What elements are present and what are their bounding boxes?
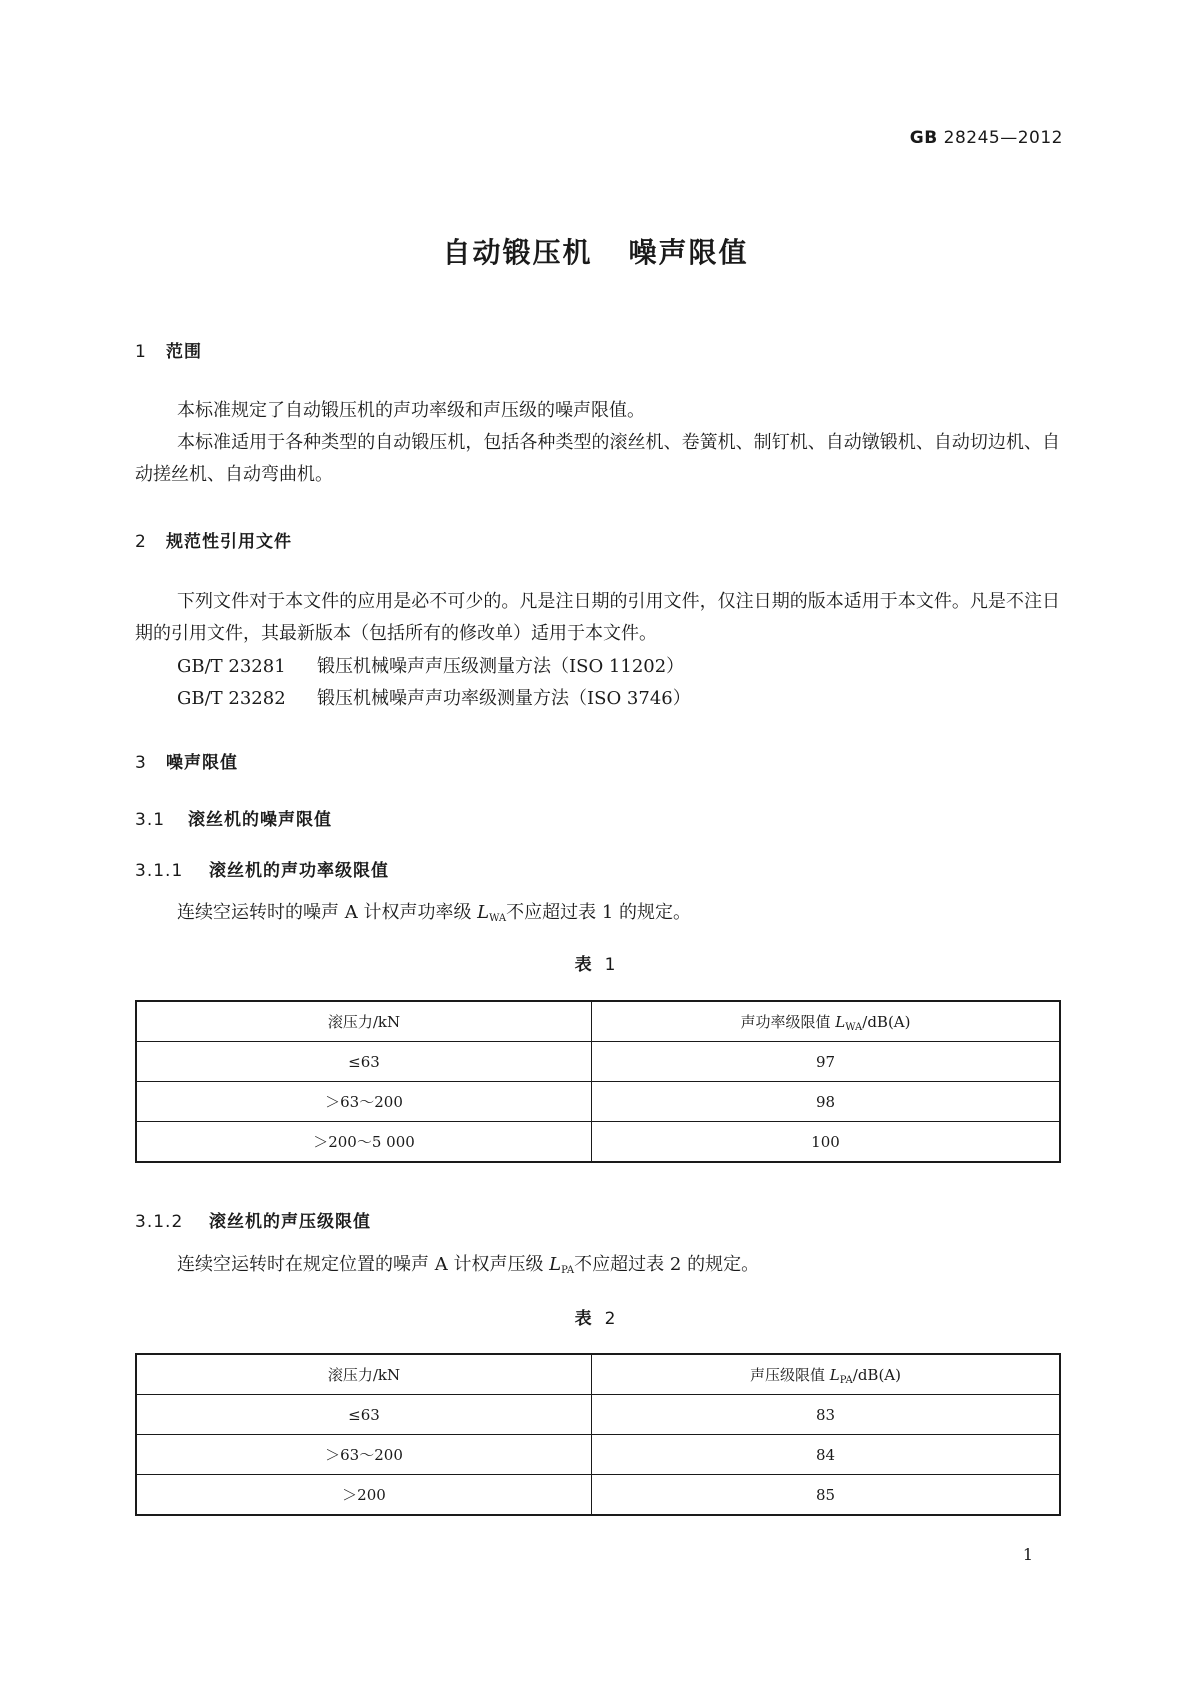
- section-1-paragraph-1: 本标准规定了自动锻压机的声功率级和声压级的噪声限值。: [177, 400, 645, 421]
- limit-cell: 97: [592, 1042, 1061, 1082]
- column-header: 滚压力/kN: [136, 1354, 592, 1395]
- document-title: [0, 231, 1191, 271]
- table-row: [136, 1082, 1060, 1122]
- section-number: 3: [135, 753, 147, 773]
- standard-prefix: GB: [909, 128, 938, 148]
- reference-title: 锻压机械噪声声功率级测量方法（ISO 3746）: [317, 688, 691, 709]
- section-2-paragraph: 下列文件对于本文件的应用是必不可少的。凡是注日期的引用文件，仅注日期的版本适用于本文件。凡是不注日期的引用文件，其最新版本（包括所有的修改单）适用于本文件。: [135, 591, 1060, 644]
- limit-cell: 84: [592, 1435, 1061, 1475]
- table-row: [136, 1042, 1060, 1082]
- section-number: 3.1.2: [135, 1212, 184, 1232]
- limit-cell: 98: [592, 1082, 1061, 1122]
- limit-cell: 100: [592, 1122, 1061, 1163]
- section-1-paragraph-2: 本标准适用于各种类型的自动锻压机，包括各种类型的滚丝机、卷簧机、制钉机、自动镦锻机、自动切边机、自动搓丝机、自动弯曲机。: [135, 432, 1060, 485]
- title-part-2: 噪声限值: [628, 236, 749, 269]
- table-row: [136, 1122, 1060, 1163]
- table-header-row: [136, 1354, 1060, 1395]
- force-cell: ＞200～5 000: [136, 1122, 592, 1163]
- column-header: 声功率级限值 $L_{WA}/dB(A)$: [592, 1001, 1061, 1042]
- section-title: 滚丝机的声压级限值: [209, 1212, 371, 1232]
- table-row: [136, 1395, 1060, 1435]
- section-3-1-1-heading: [135, 856, 389, 881]
- section-number: 3.1.1: [135, 861, 184, 881]
- table-row: [136, 1435, 1060, 1475]
- section-number: 2: [135, 532, 147, 552]
- table-1-caption: 表 1: [574, 955, 617, 975]
- reference-code: GB/T 23282: [177, 688, 286, 709]
- section-number: 1: [135, 342, 147, 362]
- section-number: 3.1: [135, 810, 166, 830]
- section-title: 噪声限值: [166, 753, 238, 773]
- section-3-1-1-paragraph: 连续空运转时的噪声 A 计权声功率级 $L_{WA}$不应超过表 1 的规定。: [177, 902, 692, 924]
- reference-title: 锻压机械噪声声压级测量方法（ISO 11202）: [317, 656, 685, 677]
- section-3-1-heading: [135, 805, 332, 830]
- section-2-heading: [135, 527, 292, 552]
- table-1: [135, 1000, 1061, 1163]
- table-2-caption: 表 2: [574, 1309, 617, 1329]
- table-header-row: [136, 1001, 1060, 1042]
- page-number: 1: [1022, 1545, 1033, 1564]
- section-title: 滚丝机的噪声限值: [188, 810, 332, 830]
- force-cell: ＞200: [136, 1475, 592, 1516]
- section-3-heading: [135, 748, 238, 773]
- force-cell: ≤63: [136, 1395, 592, 1435]
- section-title: 规范性引用文件: [166, 532, 292, 552]
- normative-reference: [177, 684, 691, 710]
- limit-cell: 85: [592, 1475, 1061, 1516]
- limit-cell: 83: [592, 1395, 1061, 1435]
- normative-reference: [177, 652, 684, 678]
- force-cell: ＞63～200: [136, 1435, 592, 1475]
- column-header: 滚压力/kN: [136, 1001, 592, 1042]
- section-1-heading: [135, 337, 202, 362]
- reference-code: GB/T 23281: [177, 656, 286, 677]
- section-3-1-2-heading: [135, 1207, 371, 1232]
- section-3-1-2-paragraph: 连续空运转时在规定位置的噪声 A 计权声压级 $L_{PA}$不应超过表 2 的规定。: [177, 1254, 760, 1276]
- standard-code: 28245—2012: [943, 128, 1063, 148]
- table-2: [135, 1353, 1061, 1516]
- force-cell: ＞63～200: [136, 1082, 592, 1122]
- section-title: 范围: [166, 342, 202, 362]
- standard-number: [910, 128, 1063, 148]
- column-header: 声压级限值 $L_{PA}/dB(A)$: [592, 1354, 1061, 1395]
- table-row: [136, 1475, 1060, 1516]
- title-part-1: 自动锻压机: [442, 236, 593, 269]
- section-title: 滚丝机的声功率级限值: [209, 861, 389, 881]
- force-cell: ≤63: [136, 1042, 592, 1082]
